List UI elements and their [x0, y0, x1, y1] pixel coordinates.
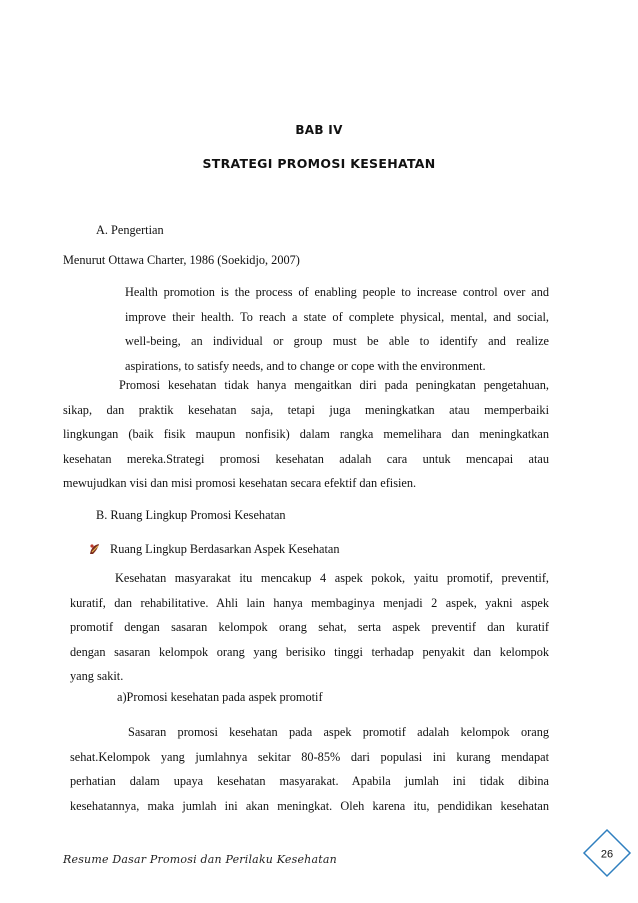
paragraph-line: dengan sasaran kelompok orang yang berisiko tinggi terhadap penyakit dan kelompok: [70, 644, 549, 659]
quote-line: well-being, an individual or group must be able to identify and realize: [125, 334, 549, 348]
quote-line: improve their health. To reach a state of complete physical, mental, and social,: [125, 309, 549, 324]
paragraph-line: sehat.Kelompok yang jumlahnya sekitar 80-85% dari populasi ini kurang mendapat: [70, 749, 549, 764]
paragraph-line: promotif dengan sasaran kelompok orang sehat, serta aspek preventif dan kuratif: [70, 620, 549, 634]
sub-paragraph-promotif: [70, 720, 549, 818]
paragraph-line: yang sakit.: [70, 669, 124, 683]
ottawa-quote: [125, 280, 549, 378]
section-b-bullet: Ruang Lingkup Berdasarkan Aspek Kesehatan: [110, 542, 340, 556]
paragraph-line: Promosi kesehatan tidak hanya mengaitkan diri pada peningkatan pengetahuan,: [119, 378, 549, 392]
citation: Menurut Ottawa Charter, 1986 (Soekidjo, 2007): [63, 253, 300, 267]
quote-line: aspirations, to satisfy needs, and to change or cope with the environment.: [125, 358, 486, 373]
paragraph-line: lingkungan (baik fisik maupun nonfisik) dalam rangka memelihara dan meningkatkan: [63, 427, 549, 441]
page-number-badge: [582, 828, 632, 878]
paragraph-line: sikap, dan praktik kesehatan saja, tetapi juga meningkatkan atau memperbaiki: [63, 402, 549, 417]
paragraph-line: perhatian dalam upaya kesehatan masyarakat. Apabila jumlah ini tidak dibina: [70, 774, 549, 788]
section-b-paragraph: [70, 566, 549, 689]
footer-title: Resume Dasar Promosi dan Perilaku Kesehatan: [63, 853, 337, 866]
section-a-paragraph: [63, 373, 549, 496]
quote-line: Health promotion is the process of enabling people to increase control over and: [125, 285, 549, 299]
page-number: 26: [600, 848, 614, 861]
sub-heading-promotif: a)Promosi kesehatan pada aspek promotif: [117, 690, 323, 704]
decorative-bullet-icon: [88, 542, 102, 556]
paragraph-line: kesehatan mereka.Strategi promosi kesehatan adalah cara untuk mencapai atau: [63, 451, 549, 466]
paragraph-line: kuratif, dan rehabilitative. Ahli lain hanya membaginya menjadi 2 aspek, yakni aspek: [70, 595, 549, 610]
paragraph-line: mewujudkan visi dan misi promosi kesehatan secara efektif dan efisien.: [63, 476, 417, 490]
chapter-number: BAB IV: [295, 123, 343, 137]
paragraph-line: Sasaran promosi kesehatan pada aspek promotif adalah kelompok orang: [128, 725, 549, 739]
section-a-heading: A. Pengertian: [96, 223, 164, 237]
paragraph-line: Kesehatan masyarakat itu mencakup 4 aspek pokok, yaitu promotif, preventif,: [115, 571, 549, 585]
chapter-title: STRATEGI PROMOSI KESEHATAN: [202, 156, 436, 171]
paragraph-line: kesehatannya, maka jumlah ini akan meningkat. Oleh karena itu, pendidikan kesehatan: [70, 798, 549, 813]
section-b-heading: B. Ruang Lingkup Promosi Kesehatan: [96, 508, 286, 522]
